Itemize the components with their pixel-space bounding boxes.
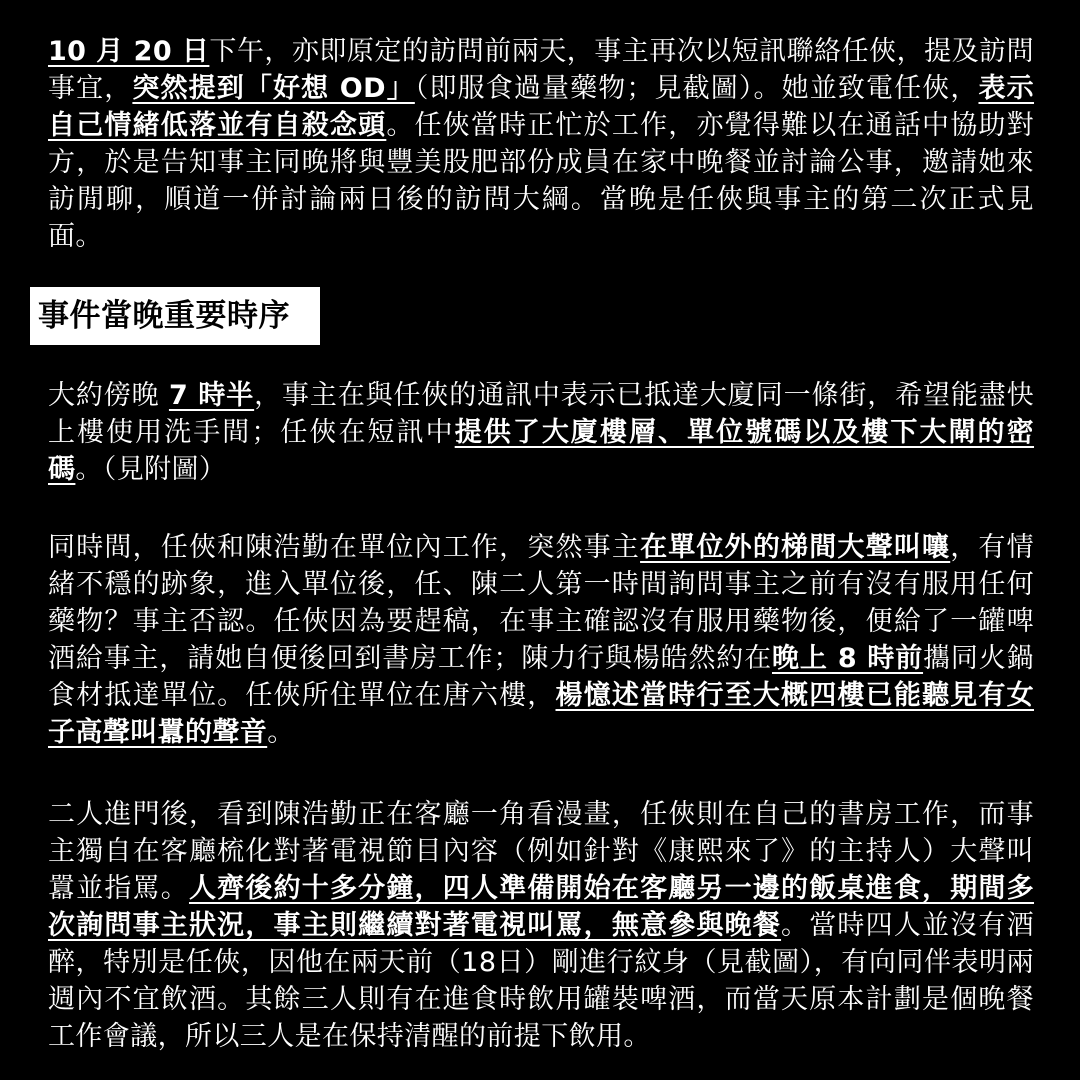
body-text: ，事主在與任俠的通訊中表示已抵達大廈同一條街，希望能盡快上樓使用洗手間；任俠在短訊中	[48, 380, 1034, 448]
emphasis-text: 突然提到「好想 OD」	[132, 73, 415, 104]
emphasis-text: 楊憶述當時行至大概四樓已能聽見有女子高聲叫囂的聲音	[48, 680, 1034, 748]
emphasis-text: 人齊後約十多分鐘，四人準備開始在客廳另一邊的飯桌進食，期間多次詢問事主狀況，事主則繼續對著電視叫罵，無意參與晚餐	[48, 873, 1035, 941]
body-text: （即服食過量藥物；見截圖）。她並致電任俠，	[414, 73, 979, 104]
body-text: 。當時四人並沒有酒醉，特別是任俠，因他在兩天前（18日）剛進行紋身（見截圖），有向同伴表明兩週內不宜飲酒。其餘三人則有在進食時飲用罐裝啤酒，而當天原本計劃是個晚餐工作會議，所以三人是在保持清醒的前提下飲用。	[48, 910, 1034, 1052]
body-text: 下午，亦即原定的訪問前兩天，事主再次以短訊聯絡任俠，提及訪問事宜，	[48, 36, 1035, 104]
body-text: 攜同火鍋食材抵達單位。任俠所住單位在唐六樓，	[48, 643, 1034, 711]
body-text: 大約傍晚	[48, 380, 169, 411]
paragraph-dinner	[48, 796, 1034, 1055]
emphasis-text: 10 月 20 日	[48, 36, 210, 67]
paragraph-730pm	[48, 377, 1034, 488]
paragraph-oct-20	[48, 33, 1034, 255]
emphasis-text: 表示自己情緒低落並有自殺念頭	[48, 73, 1035, 141]
body-text: 同時間，任俠和陳浩勤在單位內工作，突然事主	[48, 532, 641, 563]
body-text: 。（見附圖）	[75, 454, 227, 485]
emphasis-text: 7 時半	[168, 380, 255, 411]
emphasis-text: 提供了大廈樓層、單位號碼以及樓下大閘的密碼	[48, 417, 1035, 485]
body-text: 二人進門後，看到陳浩勤正在客廳一角看漫畫，任俠則在自己的書房工作，而事主獨自在客廳梳化對著電視節目內容（例如針對《康熙來了》的主持人）大聲叫囂並指罵。	[48, 799, 1034, 904]
body-text: 。	[267, 717, 295, 748]
body-text: 。任俠當時正忙於工作，亦覺得難以在通話中協助對方，於是告知事主同晚將與豐美股肥部份成員在家中晚餐並討論公事，邀請她來訪閒聊，順道一併討論兩日後的訪問大綱。當晚是任俠與事主的第二次正式見面。	[48, 110, 1034, 252]
emphasis-text: 晚上 8 時前	[771, 643, 924, 674]
emphasis-text: 在單位外的梯間大聲叫嚷	[640, 532, 951, 563]
body-text: ，有情緒不穩的跡象，進入單位後，任、陳二人第一時間詢問事主之前有沒有服用任何藥物？事主否認。任俠因為要趕稿，在事主確認沒有服用藥物後，便給了一罐啤酒給事主，請她自便後回到書房工作；陳力行與楊皓然約在	[48, 532, 1035, 674]
paragraph-meanwhile	[48, 529, 1034, 751]
section-heading: 事件當晚重要時序	[30, 287, 320, 345]
